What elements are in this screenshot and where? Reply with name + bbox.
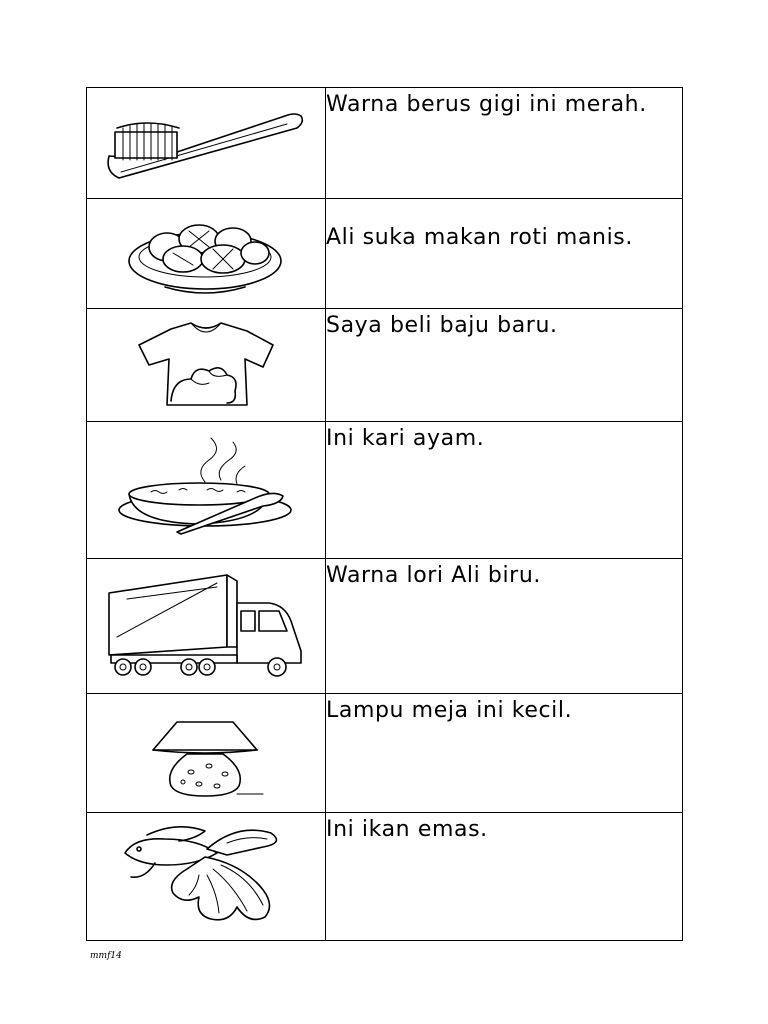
picture-cell xyxy=(87,422,326,559)
sentence-cell: Warna lori Ali biru. xyxy=(326,559,683,694)
picture-cell xyxy=(87,199,326,309)
sentence-cell: Saya beli baju baru. xyxy=(326,309,683,422)
picture-cell xyxy=(87,88,326,199)
goldfish-icon xyxy=(87,813,325,939)
sentence-cell: Lampu meja ini kecil. xyxy=(326,694,683,813)
tshirt-icon xyxy=(87,309,325,421)
table-row xyxy=(87,199,683,309)
worksheet-table xyxy=(86,87,683,941)
curry-bowl-icon xyxy=(87,422,325,558)
table-row xyxy=(87,694,683,813)
sentence-cell: Warna berus gigi ini merah. xyxy=(326,88,683,199)
picture-cell xyxy=(87,309,326,422)
footer-code: mmf14 xyxy=(90,951,122,961)
table-row xyxy=(87,559,683,694)
toothbrush-icon xyxy=(87,88,325,198)
picture-cell xyxy=(87,813,326,941)
lorry-icon xyxy=(87,559,325,693)
sentence-cell: Ali suka makan roti manis. xyxy=(326,199,683,309)
table-lamp-icon xyxy=(87,694,325,812)
table-row xyxy=(87,813,683,941)
table-row xyxy=(87,88,683,199)
sentence-cell: Ini kari ayam. xyxy=(326,422,683,559)
table-row xyxy=(87,422,683,559)
table-row xyxy=(87,309,683,422)
picture-cell xyxy=(87,694,326,813)
sentence-cell: Ini ikan emas. xyxy=(326,813,683,941)
bread-plate-icon xyxy=(87,199,325,307)
picture-cell xyxy=(87,559,326,694)
